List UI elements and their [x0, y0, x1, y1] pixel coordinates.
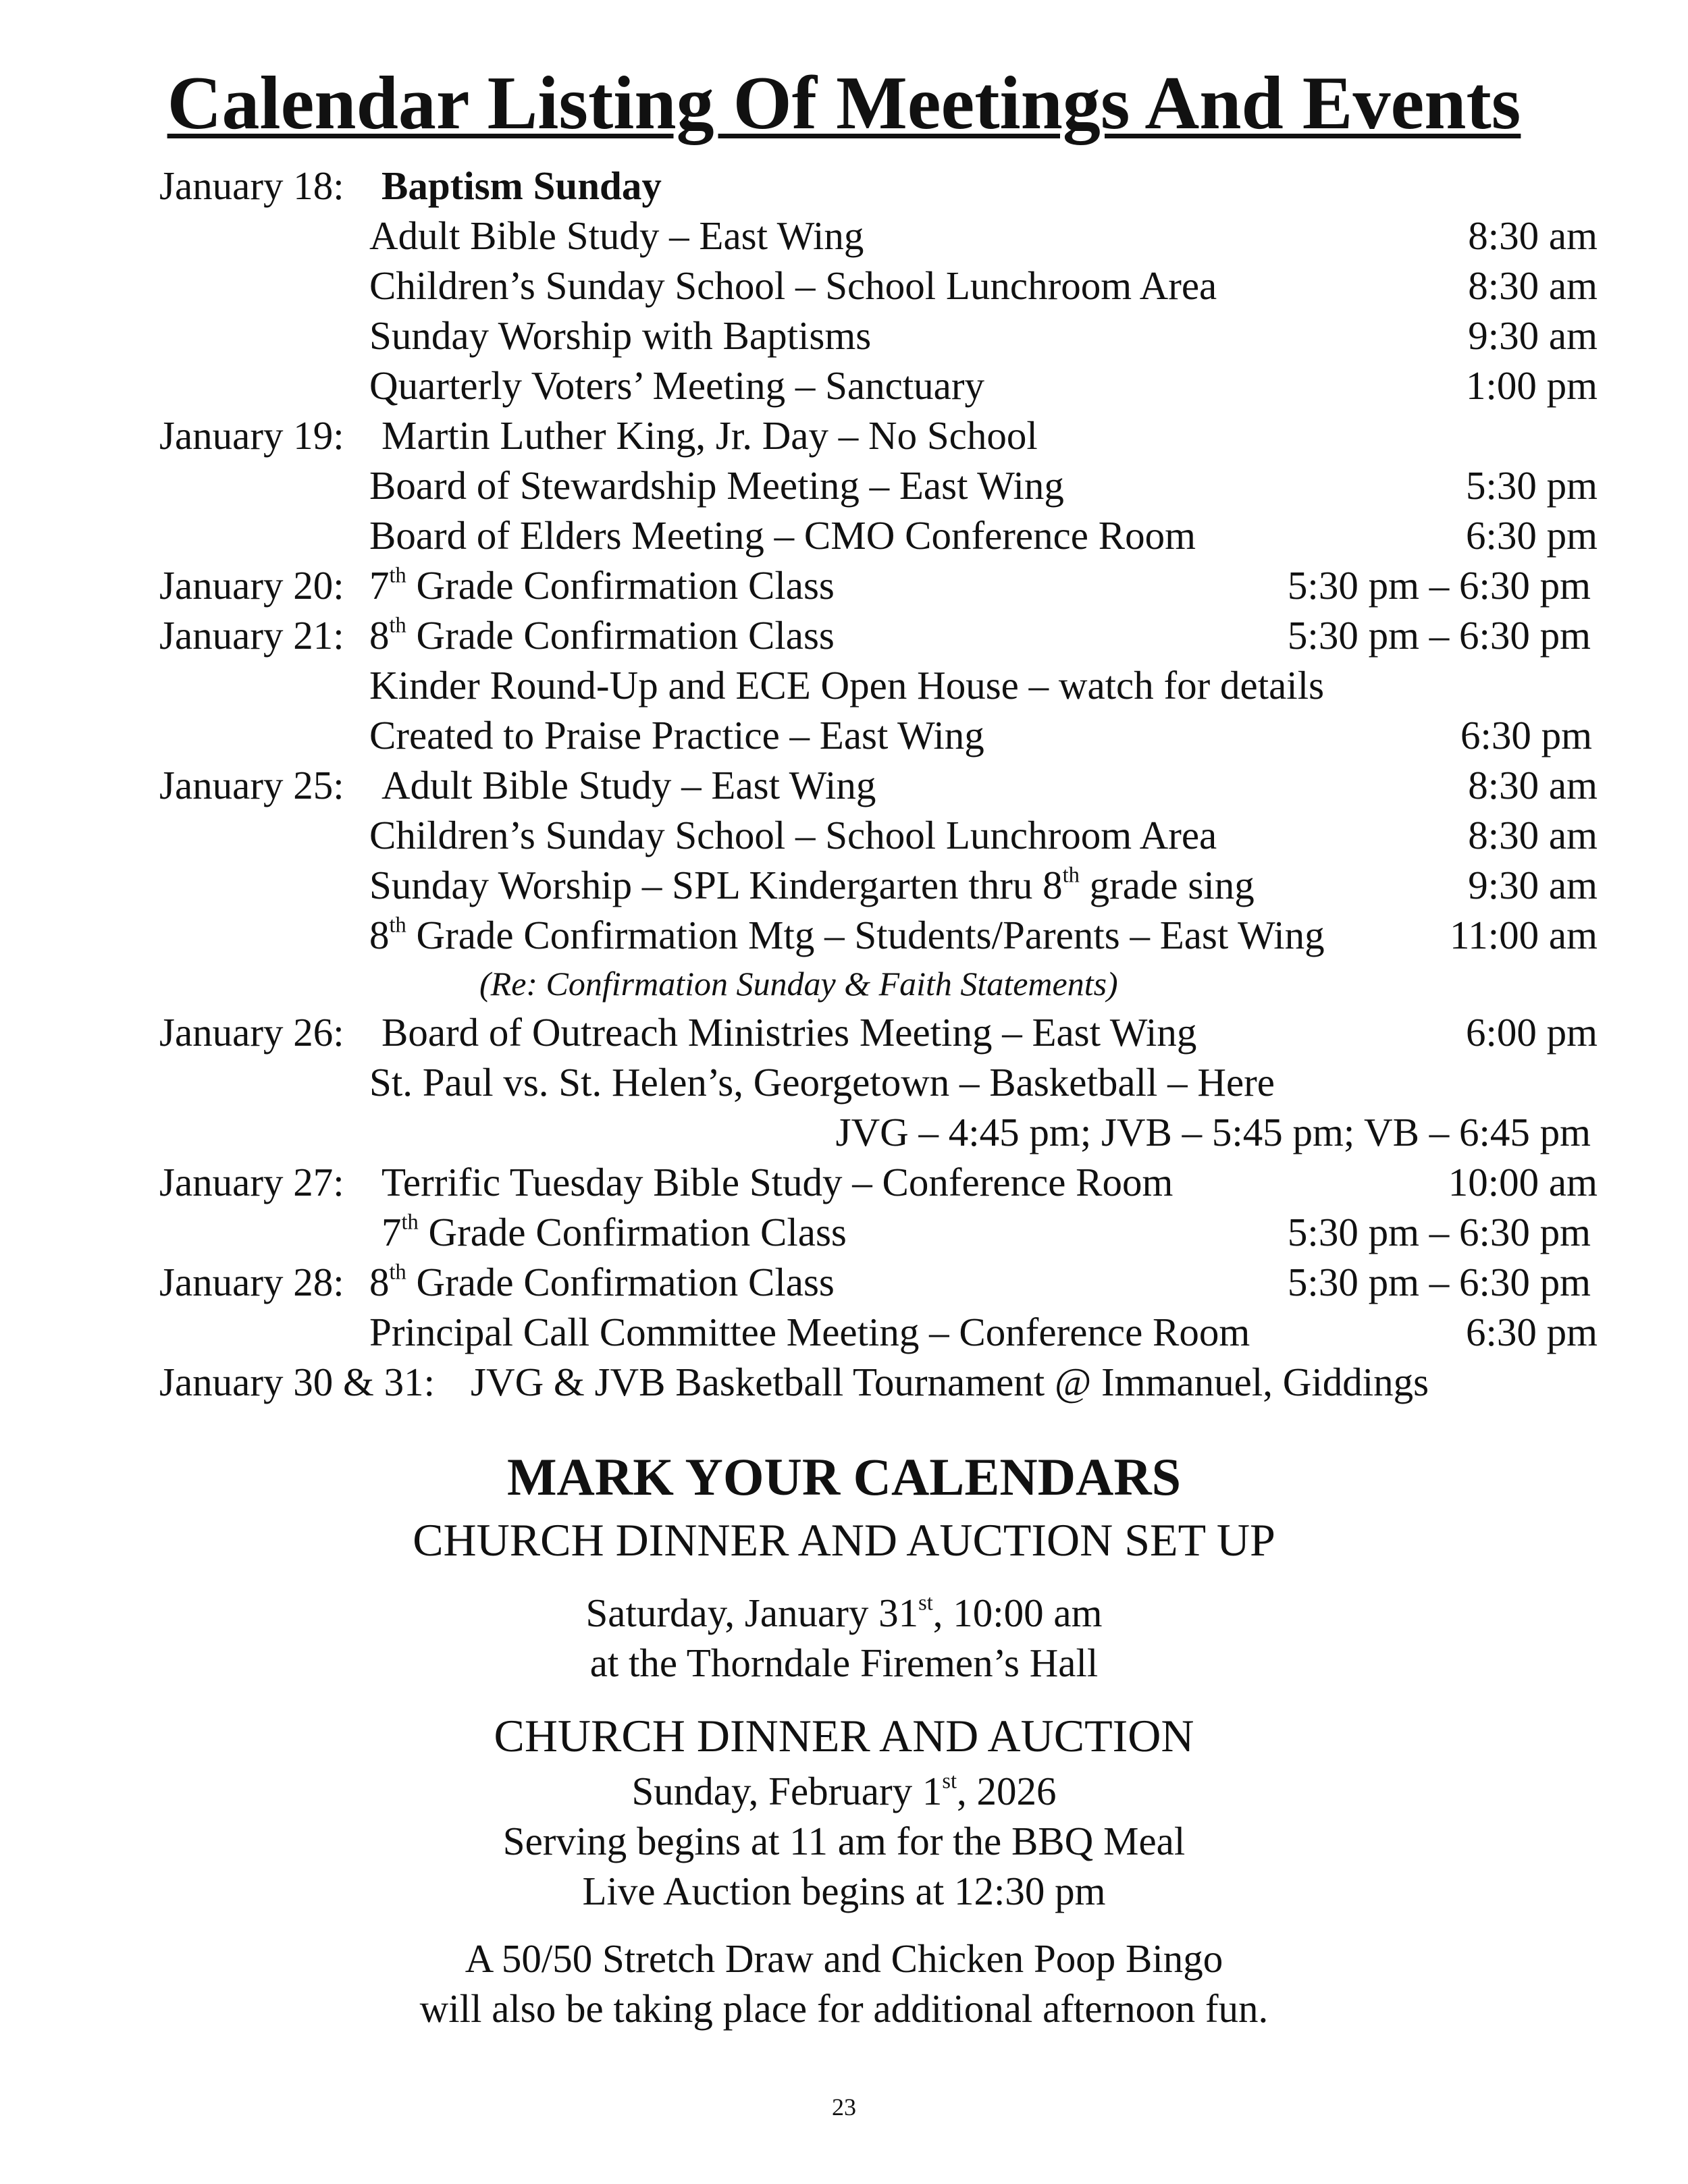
extra-info-line-1: A 50/50 Stretch Draw and Chicken Poop Bingo [465, 1936, 1223, 1981]
event-time: 10:00 am [1448, 1160, 1598, 1204]
event-description: Children’s Sunday School – School Lunchroom Area [369, 263, 1217, 308]
event-note: (Re: Confirmation Sunday & Faith Statements) [479, 965, 1118, 1003]
calendar-row [0, 510, 1688, 560]
grade-number: 8 [369, 613, 390, 658]
event-description: Board of Stewardship Meeting – East Wing [369, 463, 1064, 508]
event-date: January 28: [159, 1260, 344, 1304]
event-description: JVG & JVB Basketball Tournament @ Immanuel, Giddings [471, 1360, 1429, 1404]
calendar-listing [0, 161, 1688, 1407]
calendar-row [0, 1257, 1688, 1307]
calendar-row [0, 1057, 1688, 1107]
mark-your-calendars-section [0, 1445, 1688, 2033]
ordinal-suffix: th [389, 613, 406, 638]
calendar-row [0, 1157, 1688, 1207]
section-heading: MARK YOUR CALENDARS [506, 1447, 1182, 1506]
event-text: Grade Confirmation Class [418, 1210, 847, 1254]
event-date: January 30 & 31: [159, 1360, 436, 1404]
calendar-row [0, 460, 1688, 510]
calendar-row [0, 710, 1688, 760]
grade-number: 8 [369, 913, 390, 957]
event-time: 9:30 am [1468, 313, 1598, 358]
page-title: Calendar Listing Of Meetings And Events [167, 61, 1521, 145]
event-time: 8:30 am [1468, 763, 1598, 807]
calendar-row [0, 1307, 1688, 1357]
event-date: January 21: [159, 613, 344, 658]
event-time: 5:30 pm – 6:30 pm [1287, 563, 1591, 608]
event-description: Terrific Tuesday Bible Study – Conference Room [381, 1160, 1173, 1204]
setup-date [0, 1588, 1688, 1638]
setup-location: at the Thorndale Firemen’s Hall [589, 1641, 1099, 1685]
date-text: Sunday, February 1 [631, 1769, 943, 1813]
event-time: 6:00 pm [1465, 1010, 1598, 1055]
event-description: Created to Praise Practice – East Wing [369, 713, 984, 757]
event-time: 6:30 pm [1465, 1310, 1598, 1354]
year-text: , 2026 [957, 1769, 1057, 1813]
event-time: 8:30 am [1468, 213, 1598, 258]
ordinal-suffix: th [389, 1260, 406, 1285]
dinner-date [0, 1766, 1688, 1816]
grade-number: 7 [381, 1210, 402, 1254]
event-text: Grade Confirmation Class [406, 613, 835, 658]
calendar-row [0, 760, 1688, 810]
calendar-row [0, 311, 1688, 361]
event-date: January 18: [159, 163, 344, 208]
event-description: Baptism Sunday [381, 163, 662, 208]
ordinal-suffix: th [1062, 863, 1080, 888]
event-description [381, 1207, 847, 1257]
event-description: Adult Bible Study – East Wing [381, 763, 876, 807]
extra-info-line-2: will also be taking place for additional afternoon fun. [419, 1986, 1269, 2031]
calendar-row [0, 1107, 1688, 1157]
calendar-row [0, 1357, 1688, 1407]
event-time: 5:30 pm – 6:30 pm [1287, 1260, 1591, 1304]
event-description: Children’s Sunday School – School Lunchroom Area [369, 813, 1217, 857]
event-date: January 27: [159, 1160, 344, 1204]
calendar-row [0, 960, 1688, 1007]
calendar-row [0, 610, 1688, 660]
event-description [369, 610, 835, 660]
calendar-row [0, 211, 1688, 261]
event-text: Grade Confirmation Class [406, 1260, 835, 1304]
event-description: Board of Outreach Ministries Meeting – East Wing [381, 1010, 1197, 1055]
page-number: 23 [832, 2094, 856, 2121]
time-text: , 10:00 am [932, 1591, 1103, 1635]
event-description [369, 910, 1325, 960]
calendar-row [0, 361, 1688, 410]
ordinal-suffix: th [389, 913, 406, 938]
event-date: January 20: [159, 563, 344, 608]
event-time: 5:30 pm – 6:30 pm [1287, 1210, 1591, 1254]
calendar-row [0, 910, 1688, 960]
event-description: Board of Elders Meeting – CMO Conference Room [369, 513, 1196, 558]
setup-title: CHURCH DINNER AND AUCTION SET UP [413, 1514, 1275, 1566]
event-time: 5:30 pm – 6:30 pm [1287, 613, 1591, 658]
event-description: Sunday Worship with Baptisms [369, 313, 872, 358]
calendar-row [0, 261, 1688, 311]
grade-number: 8 [369, 1260, 390, 1304]
event-description: St. Paul vs. St. Helen’s, Georgetown – Basketball – Here [369, 1060, 1275, 1104]
event-text: Grade Confirmation Class [406, 563, 835, 608]
dinner-title: CHURCH DINNER AND AUCTION [494, 1710, 1194, 1761]
calendar-row [0, 410, 1688, 460]
ordinal-suffix: st [918, 1591, 933, 1616]
event-description: Adult Bible Study – East Wing [369, 213, 864, 258]
calendar-row [0, 161, 1688, 211]
grade-number: 7 [369, 563, 390, 608]
event-time: 5:30 pm [1465, 463, 1598, 508]
auction-info: Live Auction begins at 12:30 pm [582, 1869, 1106, 1913]
event-description: Martin Luther King, Jr. Day – No School [381, 413, 1038, 458]
event-time: 8:30 am [1468, 813, 1598, 857]
event-text: Sunday Worship – SPL Kindergarten thru 8 [369, 863, 1063, 907]
calendar-row [0, 1007, 1688, 1057]
calendar-row [0, 810, 1688, 860]
event-description: Kinder Round-Up and ECE Open House – watch for details [369, 663, 1325, 708]
event-date: January 26: [159, 1010, 344, 1055]
event-time: 6:30 pm [1465, 513, 1598, 558]
event-description [369, 860, 1255, 910]
event-date: January 25: [159, 763, 344, 807]
ordinal-suffix: st [942, 1769, 957, 1794]
event-time: 8:30 am [1468, 263, 1598, 308]
ordinal-suffix: th [401, 1210, 419, 1235]
event-date: January 19: [159, 413, 344, 458]
serving-info: Serving begins at 11 am for the BBQ Meal [502, 1819, 1186, 1863]
event-time: JVG – 4:45 pm; JVB – 5:45 pm; VB – 6:45 pm [835, 1110, 1591, 1154]
event-description: Principal Call Committee Meeting – Conference Room [369, 1310, 1250, 1354]
calendar-row [0, 860, 1688, 910]
event-time: 1:00 pm [1465, 363, 1598, 408]
event-description [369, 560, 835, 610]
event-text: grade sing [1079, 863, 1255, 907]
event-time: 11:00 am [1449, 913, 1598, 957]
event-description [369, 1257, 835, 1307]
event-time: 6:30 pm [1460, 713, 1592, 757]
calendar-row [0, 560, 1688, 610]
event-text: Grade Confirmation Mtg – Students/Parents – East Wing [406, 913, 1325, 957]
event-description: Quarterly Voters’ Meeting – Sanctuary [369, 363, 984, 408]
event-time: 9:30 am [1468, 863, 1598, 907]
calendar-row [0, 1207, 1688, 1257]
ordinal-suffix: th [389, 563, 406, 588]
date-text: Saturday, January 31 [585, 1591, 919, 1635]
calendar-row [0, 660, 1688, 710]
